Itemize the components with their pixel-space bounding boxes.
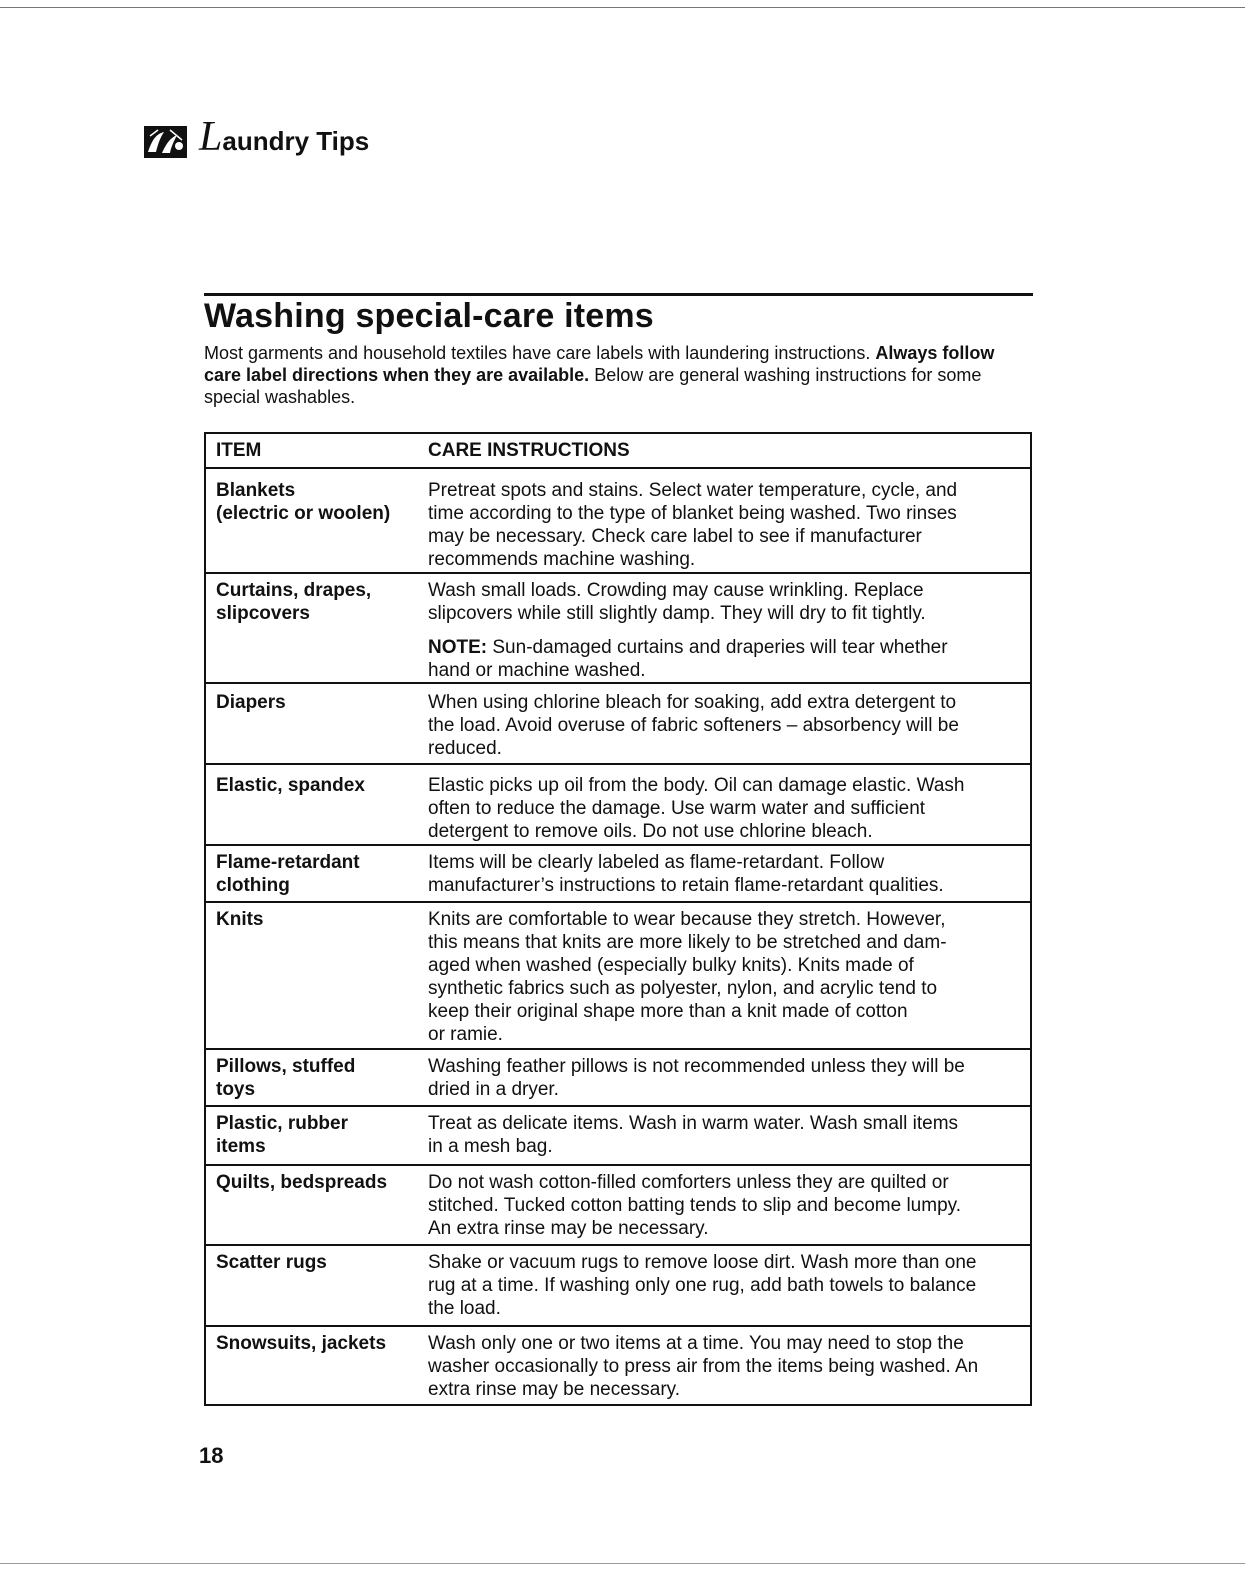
care-text: Items will be clearly labeled as flame-retardant. Follow <box>428 852 885 873</box>
laundry-icon <box>144 126 187 158</box>
page-number: 18 <box>199 1443 224 1468</box>
item-text: Flame-retardant <box>216 852 360 873</box>
intro-text-1: Most garments and household textiles have care labels with laundering instructions. <box>204 343 871 363</box>
note-label: NOTE: <box>428 637 488 658</box>
care-table <box>204 432 1032 1406</box>
care-text: Knits are comfortable to wear because they stretch. However, <box>428 909 946 930</box>
table-row <box>206 572 1030 682</box>
care-cell <box>428 479 1030 572</box>
care-text: rug at a time. If washing only one rug, add bath towels to balance <box>428 1275 977 1296</box>
item-cell <box>206 1332 428 1404</box>
item-cell <box>206 1251 428 1325</box>
care-text: Treat as delicate items. Wash in warm water. Wash small items <box>428 1113 959 1134</box>
care-text: extra rinse may be necessary. <box>428 1379 681 1400</box>
section-title: Washing special-care items <box>204 297 654 335</box>
item-cell <box>206 1055 428 1105</box>
table-row <box>206 1244 1030 1325</box>
item-text: clothing <box>216 875 290 896</box>
item-text: Plastic, rubber <box>216 1113 348 1134</box>
note-block <box>428 636 1020 682</box>
care-cell <box>428 1171 1030 1244</box>
care-cell <box>428 908 1030 1048</box>
item-cell <box>206 691 428 763</box>
intro-paragraph <box>204 342 1026 408</box>
bottom-border-line <box>0 1563 1245 1564</box>
care-text: may be necessary. Check care label to see if manufacturer <box>428 526 922 547</box>
item-text: slipcovers <box>216 603 310 624</box>
column-header-care: CARE INSTRUCTIONS <box>428 440 630 461</box>
header-title-rest: aundry Tips <box>222 126 370 156</box>
item-text: toys <box>216 1079 256 1100</box>
item-cell <box>206 1112 428 1164</box>
care-text: the load. Avoid overuse of fabric softeners – absorbency will be <box>428 715 959 736</box>
care-text: often to reduce the damage. Use warm water and sufficient <box>428 798 926 819</box>
care-text: time according to the type of blanket being washed. Two rinses <box>428 503 957 524</box>
table-row <box>206 467 1030 572</box>
page-header <box>144 114 370 164</box>
table-row <box>206 682 1030 763</box>
care-text: dried in a dryer. <box>428 1079 559 1100</box>
item-text: Blankets <box>216 480 296 501</box>
care-text: Wash small loads. Crowding may cause wrinkling. Replace <box>428 580 924 601</box>
item-text: Knits <box>216 909 264 930</box>
care-text: synthetic fabrics such as polyester, nylon, and acrylic tend to <box>428 978 938 999</box>
care-text: Elastic picks up oil from the body. Oil can damage elastic. Wash <box>428 775 965 796</box>
item-text: Snowsuits, jackets <box>216 1333 387 1354</box>
care-text: manufacturer’s instructions to retain flame-retardant qualities. <box>428 875 944 896</box>
care-text: the load. <box>428 1298 501 1319</box>
care-text: detergent to remove oils. Do not use chlorine bleach. <box>428 821 873 842</box>
item-text: Pillows, stuffed <box>216 1056 356 1077</box>
top-border-line <box>0 7 1245 8</box>
care-text: Washing feather pillows is not recommended unless they will be <box>428 1056 965 1077</box>
column-header-item: ITEM <box>216 440 262 461</box>
care-text: stitched. Tucked cotton batting tends to slip and become lumpy. <box>428 1195 962 1216</box>
care-text: Pretreat spots and stains. Select water temperature, cycle, and <box>428 480 958 501</box>
care-text: Wash only one or two items at a time. You may need to stop the <box>428 1333 964 1354</box>
care-text: this means that knits are more likely to be stretched and dam- <box>428 932 947 953</box>
item-cell <box>206 851 428 901</box>
table-header-row <box>206 434 1030 467</box>
care-cell <box>428 851 1030 901</box>
care-text: recommends machine washing. <box>428 549 696 570</box>
item-text: Quilts, bedspreads <box>216 1172 388 1193</box>
care-text: reduced. <box>428 738 502 759</box>
intro-bold-text: Always follow care label directions when they are available. <box>204 343 995 385</box>
care-text: slipcovers while still slightly damp. They will dry to fit tightly. <box>428 603 926 624</box>
table-row <box>206 1325 1030 1404</box>
care-cell <box>428 1332 1030 1404</box>
care-cell <box>428 579 1030 682</box>
item-cell <box>206 774 428 844</box>
item-text: Scatter rugs <box>216 1252 327 1273</box>
item-cell <box>206 1171 428 1244</box>
care-cell <box>428 691 1030 763</box>
care-text: washer occasionally to press air from the items being washed. An <box>428 1356 979 1377</box>
care-text: aged when washed (especially bulky knits). Knits made of <box>428 955 914 976</box>
note-text: Sun-damaged curtains and draperies will tear whether <box>487 637 948 658</box>
care-cell <box>428 1112 1030 1164</box>
care-cell <box>428 1055 1030 1105</box>
table-row <box>206 1105 1030 1164</box>
care-text: keep their original shape more than a knit made of cotton <box>428 1001 908 1022</box>
care-text: When using chlorine bleach for soaking, add extra detergent to <box>428 692 957 713</box>
item-cell <box>206 579 428 682</box>
item-cell <box>206 908 428 1048</box>
care-cell <box>428 1251 1030 1325</box>
table-row <box>206 763 1030 844</box>
item-text: Curtains, drapes, <box>216 580 372 601</box>
item-text: (electric or woolen) <box>216 503 391 524</box>
intro-text-2: Below are general washing instructions for some special washables. <box>204 365 982 407</box>
care-text: Shake or vacuum rugs to remove loose dirt. Wash more than one <box>428 1252 977 1273</box>
table-row <box>206 1048 1030 1105</box>
table-row <box>206 844 1030 901</box>
care-text: in a mesh bag. <box>428 1136 553 1157</box>
care-cell <box>428 774 1030 844</box>
item-cell <box>206 479 428 572</box>
table-row <box>206 901 1030 1048</box>
header-title-initial: L <box>199 114 223 160</box>
item-text: items <box>216 1136 266 1157</box>
table-row <box>206 1164 1030 1244</box>
note-text: hand or machine washed. <box>428 660 646 681</box>
header-title <box>199 116 369 158</box>
care-text: or ramie. <box>428 1024 503 1045</box>
item-text: Diapers <box>216 692 286 713</box>
care-text: An extra rinse may be necessary. <box>428 1218 709 1239</box>
care-text: Do not wash cotton-filled comforters unless they are quilted or <box>428 1172 949 1193</box>
note-line <box>428 636 1020 659</box>
item-text: Elastic, spandex <box>216 775 365 796</box>
